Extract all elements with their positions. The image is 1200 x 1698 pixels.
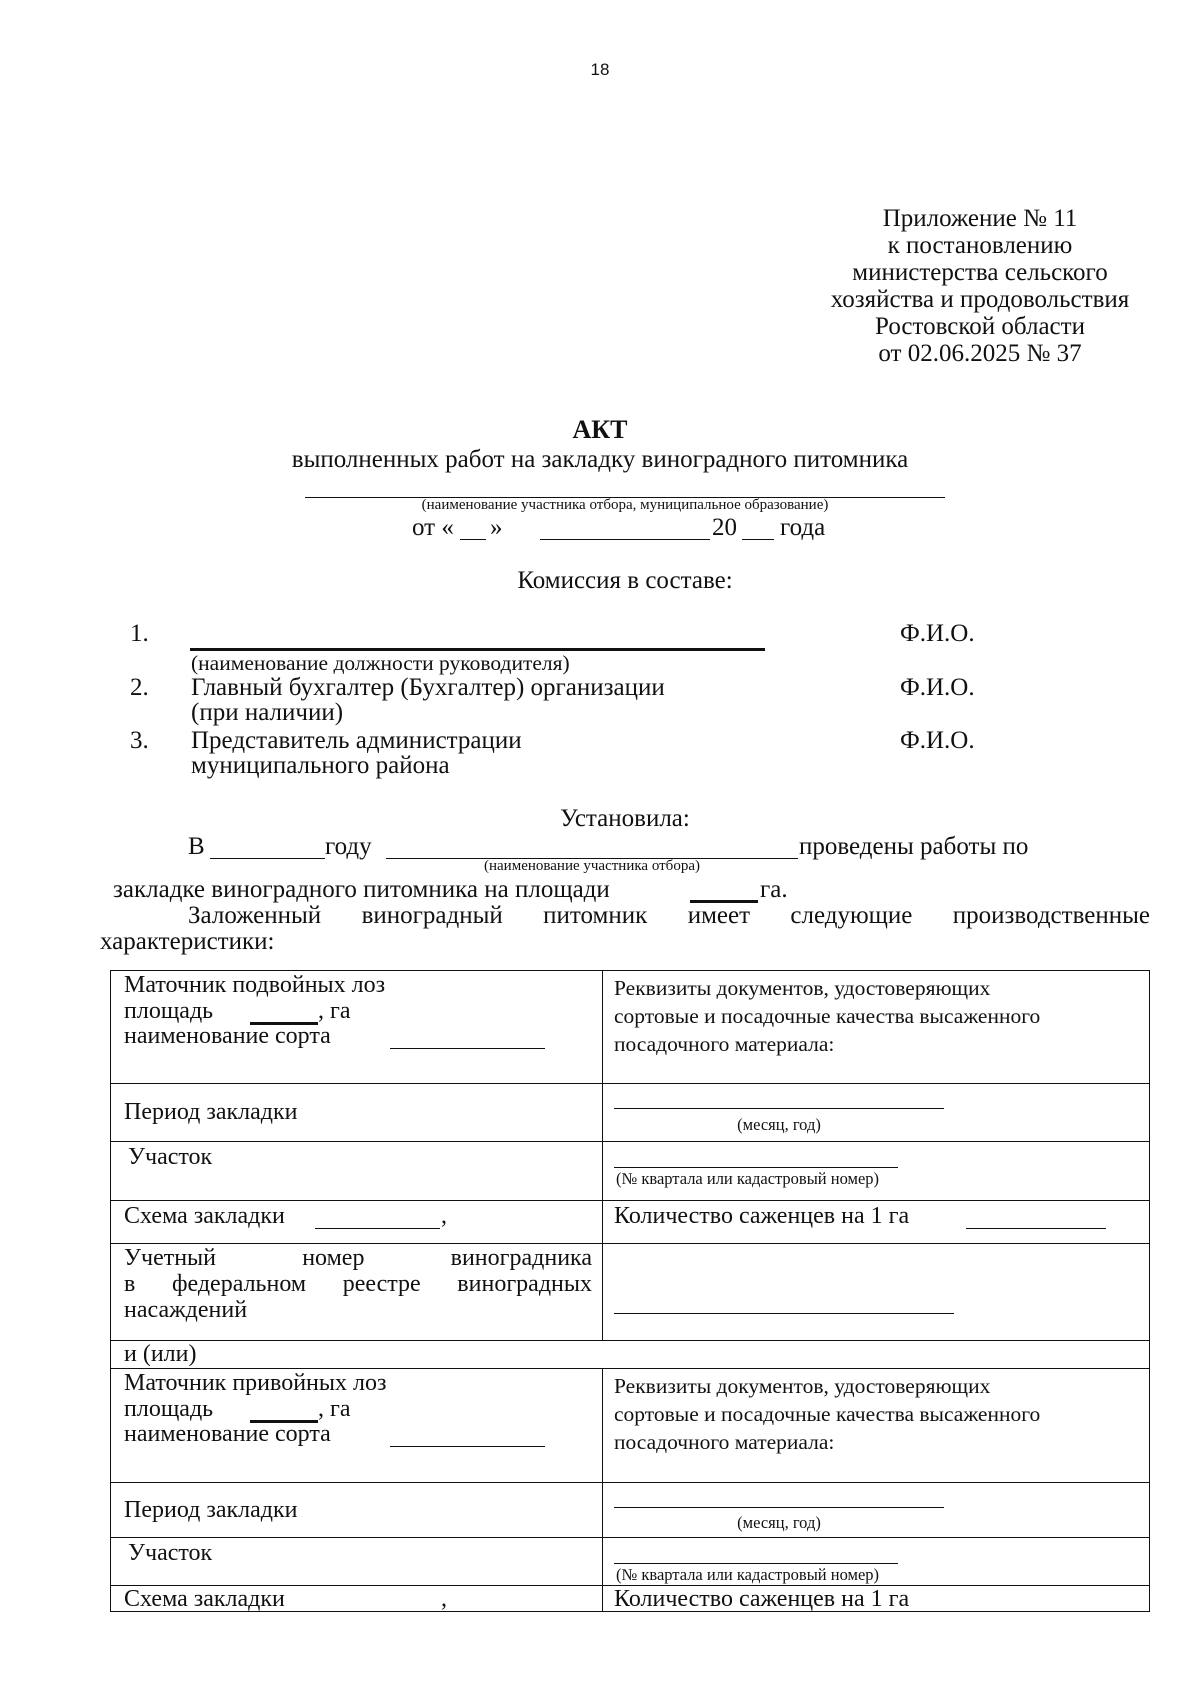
participant-caption: (наименование участника отбора, муниципальное образование)	[421, 497, 829, 513]
table-row-line	[110, 1340, 1150, 1341]
member-1-caption: (наименование должности руководителя)	[191, 651, 570, 675]
member-3-line2: муниципального района	[191, 752, 450, 779]
appendix-block	[760, 205, 1200, 367]
rootstock-scheme-line	[315, 1228, 440, 1229]
account-number-input-line	[614, 1313, 954, 1314]
table-divider	[602, 1368, 603, 1612]
scion-area-unit: , га	[318, 1396, 351, 1422]
rootstock-area-label: площадь	[124, 998, 214, 1024]
document-title: АКТ	[572, 415, 628, 444]
table-row-line	[110, 1083, 1150, 1084]
table-row-line	[110, 1482, 1150, 1483]
commission-heading: Комиссия в составе:	[517, 567, 733, 594]
table-row-line	[110, 1537, 1150, 1538]
document-subtitle: выполненных работ на закладку виноградного питомника	[291, 446, 909, 473]
scion-period-caption: (месяц, год)	[737, 1513, 821, 1532]
established-line2-suffix: га.	[760, 876, 788, 903]
table-row-line	[110, 1141, 1150, 1142]
scion-title: Маточник привойных лоз	[124, 1370, 387, 1396]
established-after: проведены работы по	[799, 833, 1029, 860]
scion-requisites-line: посадочного материала:	[614, 1430, 835, 1454]
appendix-line: к постановлению	[887, 232, 1073, 259]
scion-variety-line	[390, 1446, 545, 1447]
member-3-line1: Представитель администрации	[191, 727, 522, 754]
member-2-fio: Ф.И.О.	[900, 674, 975, 701]
scion-scheme-label: Схема закладки	[124, 1586, 285, 1612]
rootstock-seedlings-label: Количество саженцев на 1 га	[614, 1203, 910, 1229]
scion-area-label: площадь	[124, 1396, 214, 1422]
scion-period-label: Период закладки	[124, 1497, 298, 1523]
member-number: 3.	[130, 727, 149, 754]
rootstock-variety-label: наименование сорта	[124, 1023, 331, 1049]
page-number: 18	[590, 60, 610, 79]
scion-plot-line	[614, 1563, 898, 1564]
rootstock-period-label: Период закладки	[124, 1099, 298, 1125]
date-day-line	[460, 539, 486, 540]
rootstock-requisites-line: сортовые и посадочные качества высаженного	[614, 1004, 1041, 1028]
rootstock-seedlings-line	[966, 1228, 1106, 1229]
member-2-line2: (при наличии)	[191, 699, 344, 726]
scion-period-line	[614, 1507, 944, 1508]
rootstock-period-caption: (месяц, год)	[737, 1115, 821, 1134]
rootstock-requisites-line: Реквизиты документов, удостоверяющих	[614, 976, 991, 1000]
rootstock-plot-label: Участок	[128, 1144, 213, 1170]
table-divider	[602, 970, 603, 1340]
appendix-line: от 02.06.2025 № 37	[878, 340, 1082, 367]
rootstock-requisites-line: посадочного материала:	[614, 1032, 835, 1056]
scion-seedlings-line	[966, 1611, 1106, 1612]
established-paragraph-line2: характеристики:	[100, 928, 275, 955]
established-paragraph-line1: Заложенный виноградный питомник имеет следующие производственные	[188, 902, 1150, 929]
member-3-fio: Ф.И.О.	[900, 727, 975, 754]
account-number-line: в федеральном реестре виноградных	[124, 1271, 592, 1297]
rootstock-period-line	[614, 1108, 944, 1109]
appendix-line: Ростовской области	[875, 313, 1085, 340]
table-row-line	[110, 1243, 1150, 1244]
appendix-line: Приложение № 11	[882, 205, 1078, 232]
date-year-line	[742, 539, 774, 540]
date-prefix: от «	[412, 514, 454, 541]
rootstock-plot-caption: (№ квартала или кадастровый номер)	[616, 1169, 880, 1188]
member-number: 1.	[130, 620, 149, 647]
rootstock-title: Маточник подвойных лоз	[124, 972, 386, 998]
account-number-line: насаждений	[124, 1297, 248, 1323]
member-number: 2.	[130, 674, 149, 701]
scion-scheme-line	[315, 1611, 440, 1612]
date-month-line	[540, 539, 710, 540]
table-row-line	[110, 1200, 1150, 1201]
established-heading: Установила:	[560, 805, 690, 832]
established-prefix: В	[188, 833, 205, 860]
scion-plot-label: Участок	[128, 1540, 213, 1566]
rootstock-area-unit: , га	[318, 998, 351, 1024]
scion-seedlings-label: Количество саженцев на 1 га	[614, 1586, 910, 1612]
appendix-line: хозяйства и продовольствия	[830, 286, 1130, 313]
rootstock-variety-line	[390, 1048, 545, 1049]
member-2-line1: Главный бухгалтер (Бухгалтер) организации	[191, 674, 665, 701]
established-caption: (наименование участника отбора)	[484, 858, 700, 874]
table-row-line	[110, 1368, 1150, 1369]
scion-variety-label: наименование сорта	[124, 1421, 331, 1447]
date-suffix: года	[780, 514, 826, 541]
date-mid: »	[490, 514, 503, 541]
rootstock-scheme-comma: ,	[441, 1203, 447, 1229]
scion-plot-caption: (№ квартала или кадастровый номер)	[616, 1565, 880, 1584]
scion-scheme-comma: ,	[441, 1586, 447, 1612]
date-year: 20	[712, 514, 737, 541]
established-period-line	[210, 858, 325, 859]
scion-requisites-line: Реквизиты документов, удостоверяющих	[614, 1374, 991, 1398]
rootstock-scheme-label: Схема закладки	[124, 1203, 285, 1229]
appendix-line: министерства сельского	[852, 259, 1108, 286]
rootstock-plot-line	[614, 1167, 898, 1168]
member-1-fio: Ф.И.О.	[900, 620, 975, 647]
scion-requisites-line: сортовые и посадочные качества высаженного	[614, 1402, 1041, 1426]
established-line2: закладке виноградного питомника на площади	[113, 876, 610, 903]
established-year-word: году	[325, 833, 372, 860]
account-number-line: Учетный номер виноградника	[124, 1245, 592, 1271]
or-label: и (или)	[124, 1341, 197, 1367]
